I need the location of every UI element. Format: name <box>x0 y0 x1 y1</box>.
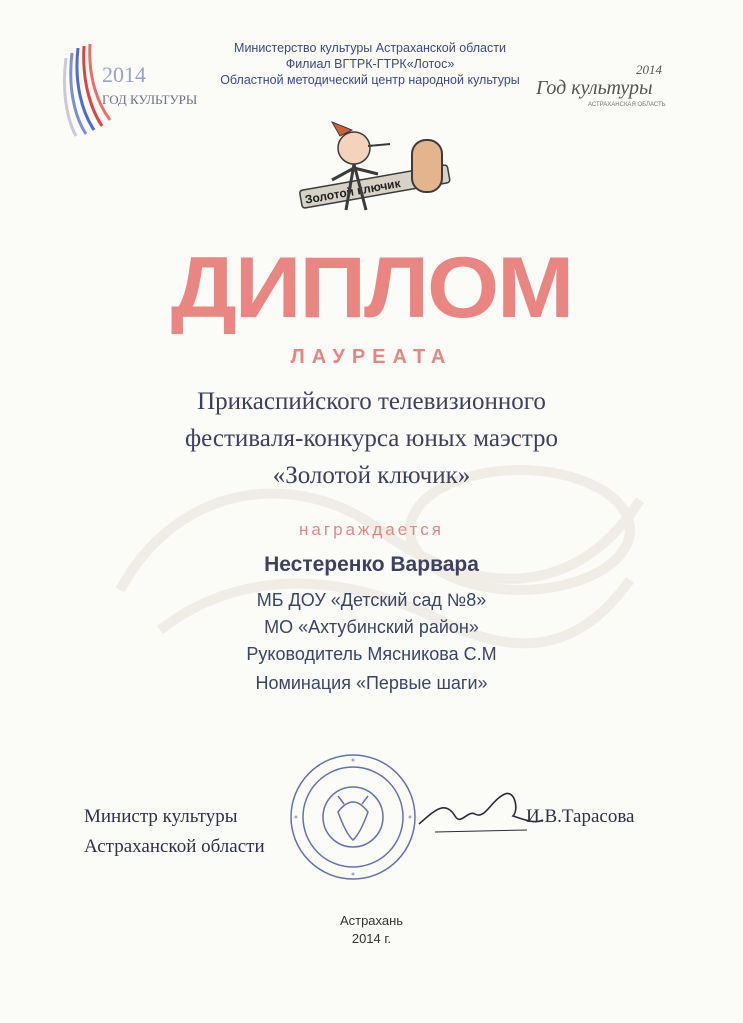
signatory-title-line-2: Астраханской области <box>84 836 265 857</box>
signatory-name: И.В.Тарасова <box>526 806 635 827</box>
diploma-title: ДИПЛОМ <box>170 240 573 336</box>
signatory-title <box>84 802 265 862</box>
svg-text:Золотой ключик: Золотой ключик <box>303 176 402 207</box>
issuer-header <box>200 40 540 88</box>
svg-text:2014: 2014 <box>102 62 146 87</box>
awarded-label: награждается <box>299 520 444 539</box>
festival-line-2: фестиваля-конкурса юных маэстро <box>184 425 559 452</box>
festival-line-3: «Золотой ключик» <box>272 462 471 489</box>
supervisor: Руководитель Мясникова С.М <box>246 644 497 664</box>
header-line-center: Областной методический центр народной культуры <box>220 73 520 87</box>
recipient-name: Нестеренко Варвара <box>264 553 479 576</box>
svg-text:ГОД КУЛЬТУРЫ: ГОД КУЛЬТУРЫ <box>102 92 198 107</box>
year-of-culture-logo-right <box>528 60 688 110</box>
city: Астрахань <box>339 913 404 928</box>
organization: МБ ДОУ «Детский сад №8» <box>256 590 487 610</box>
svg-text:2014: 2014 <box>636 62 662 77</box>
header-line-ministry: Министерство культуры Астраханской области <box>234 41 506 55</box>
golden-key-emblem <box>292 118 467 228</box>
diploma-subtitle: ЛАУРЕАТА <box>290 346 453 368</box>
svg-text:Год культуры: Год культуры <box>536 77 653 99</box>
place-and-year <box>0 912 743 948</box>
district: МО «Ахтубинский район» <box>264 617 479 637</box>
year-of-culture-logo-left <box>58 38 208 138</box>
svg-text:АСТРАХАНСКАЯ ОБЛАСТЬ: АСТРАХАНСКАЯ ОБЛАСТЬ <box>588 102 666 108</box>
nomination: Номинация «Первые шаги» <box>255 673 488 693</box>
year: 2014 г. <box>351 931 392 946</box>
official-seal <box>288 752 418 882</box>
signatory-title-line-1: Министр культуры <box>84 806 238 827</box>
header-line-branch: Филиал ВГТРК-ГТРК«Лотос» <box>285 57 455 71</box>
festival-line-1: Прикаспийского телевизионного <box>197 388 546 415</box>
